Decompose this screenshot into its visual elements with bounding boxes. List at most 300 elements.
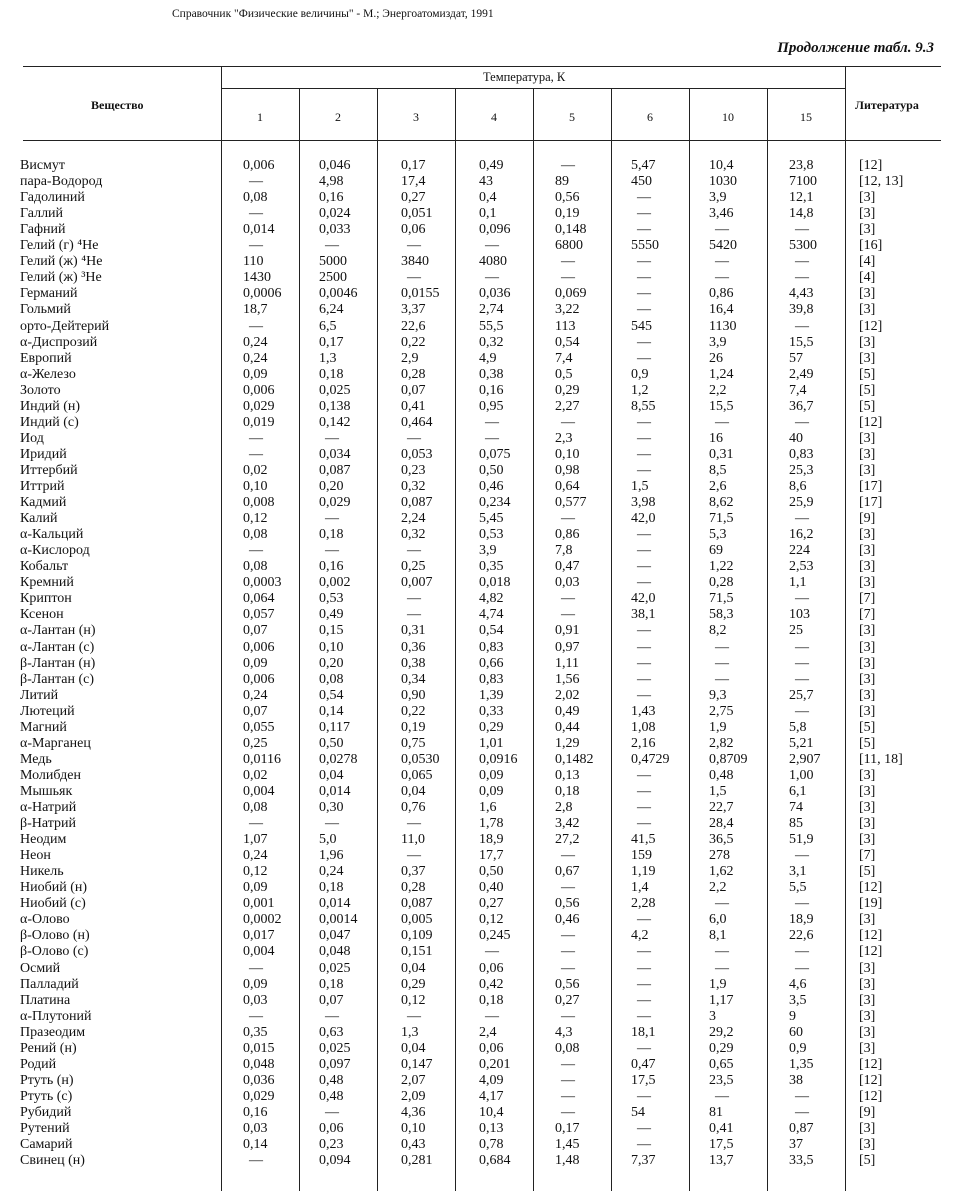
literature-ref: [3] — [859, 800, 876, 815]
value-cell: 36,5 — [709, 832, 734, 848]
value-cell: 18,7 — [243, 302, 268, 318]
value-cell: — — [715, 896, 729, 912]
substance-name: Гадолиний — [20, 190, 85, 206]
value-cell: 0,008 — [243, 495, 275, 511]
value-cell: 1,6 — [479, 800, 497, 815]
value-cell: 0,15 — [319, 623, 344, 639]
value-cell: 0,48 — [709, 767, 734, 783]
value-cell: 51,9 — [789, 832, 814, 848]
value-cell: 1,24 — [709, 366, 734, 382]
value-cell: 69 — [709, 543, 723, 559]
value-cell: 103 — [789, 607, 810, 623]
value-cell: 1,3 — [319, 350, 337, 366]
value-cell: — — [561, 1056, 575, 1072]
value-cell: 0,75 — [401, 735, 426, 751]
value-cell: 55,5 — [479, 318, 504, 334]
substance-name: Галлий — [20, 206, 64, 222]
substance-name: α-Плутоний — [20, 1008, 92, 1024]
literature-ref: [17] — [859, 479, 883, 494]
value-cell: 1,1 — [789, 575, 807, 591]
value-cell: 0,0006 — [243, 286, 282, 302]
value-cell: 0,1 — [479, 206, 497, 222]
value-cell: 0,094 — [319, 1153, 351, 1169]
value-cell: 3 — [709, 1008, 716, 1024]
value-cell: 0,29 — [555, 382, 580, 398]
value-cell: 0,35 — [243, 1024, 268, 1040]
value-cell: — — [637, 671, 651, 687]
value-cell: — — [637, 575, 651, 591]
value-cell: 0,147 — [401, 1056, 433, 1072]
value-cell: 0,65 — [709, 1056, 734, 1072]
substance-name: Медь — [20, 751, 52, 767]
value-cell: 2,53 — [789, 559, 814, 575]
literature-header: Литература — [855, 98, 919, 112]
value-cell: — — [795, 1104, 809, 1120]
value-cell: 42,0 — [631, 591, 656, 607]
value-cell: 6800 — [555, 238, 583, 254]
value-cell: — — [249, 174, 263, 190]
literature-ref: [5] — [859, 382, 876, 398]
value-cell: — — [249, 816, 263, 832]
literature-ref: [7] — [859, 607, 876, 623]
value-cell: 278 — [709, 848, 730, 864]
value-cell: 4,98 — [319, 174, 344, 190]
value-cell: 36,7 — [789, 398, 814, 414]
value-cell: — — [715, 655, 729, 671]
value-cell: — — [795, 222, 809, 238]
literature-ref: [3] — [859, 527, 876, 543]
value-cell: 0,007 — [401, 575, 433, 591]
value-cell: 0,22 — [401, 703, 426, 719]
value-cell: 0,30 — [319, 800, 344, 815]
value-cell: 0,09 — [479, 767, 504, 783]
value-cell: 0,24 — [319, 864, 344, 880]
value-cell: 0,0155 — [401, 286, 440, 302]
value-cell: — — [637, 960, 651, 976]
value-cell: — — [715, 1088, 729, 1104]
value-cell: — — [485, 270, 499, 286]
literature-ref: [3] — [859, 832, 876, 848]
value-cell: 1430 — [243, 270, 271, 286]
value-cell: 38,1 — [631, 607, 656, 623]
value-cell: 0,32 — [479, 334, 504, 350]
value-cell: — — [637, 190, 651, 206]
value-cell: 13,7 — [709, 1153, 734, 1169]
value-cell: 0,051 — [401, 206, 433, 222]
temperature-column-header: 2 — [335, 110, 341, 124]
value-cell: 1,01 — [479, 735, 504, 751]
value-cell: — — [561, 960, 575, 976]
value-cell: — — [637, 286, 651, 302]
value-cell: 110 — [243, 254, 264, 270]
literature-ref: [3] — [859, 1024, 876, 1040]
value-cell: 15,5 — [709, 398, 734, 414]
temperature-column-header: 4 — [491, 110, 497, 124]
value-cell: — — [485, 414, 499, 430]
substance-name: Ниобий (с) — [20, 896, 86, 912]
value-cell: 0,32 — [401, 527, 426, 543]
value-cell: 0,47 — [555, 559, 580, 575]
value-cell: 22,6 — [401, 318, 426, 334]
value-cell: 22,7 — [709, 800, 734, 815]
header-bottom-rule — [23, 140, 941, 141]
value-cell: 17,4 — [401, 174, 426, 190]
value-cell: 2,27 — [555, 398, 580, 414]
value-cell: 6,1 — [789, 783, 807, 799]
substance-name: Магний — [20, 719, 67, 735]
value-cell: 450 — [631, 174, 652, 190]
value-cell: — — [795, 511, 809, 527]
value-cell: 0,29 — [479, 719, 504, 735]
value-cell: 0,0003 — [243, 575, 282, 591]
literature-ref: [12] — [859, 414, 883, 430]
substance-name: Мышьяк — [20, 783, 73, 799]
value-cell: 0,09 — [479, 783, 504, 799]
literature-ref: [3] — [859, 559, 876, 575]
value-cell: 0,08 — [555, 1040, 580, 1056]
value-cell: 0,08 — [243, 190, 268, 206]
value-cell: 0,86 — [709, 286, 734, 302]
value-cell: 4,43 — [789, 286, 814, 302]
value-cell: 3,42 — [555, 816, 580, 832]
value-cell: 0,63 — [319, 1024, 344, 1040]
substance-name: Неодим — [20, 832, 67, 848]
value-cell: 2,4 — [479, 1024, 497, 1040]
value-cell: 0,142 — [319, 414, 351, 430]
value-cell: 2,907 — [789, 751, 821, 767]
value-cell: — — [249, 960, 263, 976]
substance-name: Кобальт — [20, 559, 69, 575]
value-cell: — — [637, 1137, 651, 1153]
value-cell: 17,5 — [709, 1137, 734, 1153]
substance-name: Самарий — [20, 1137, 73, 1153]
value-cell: 16 — [709, 430, 723, 446]
value-cell: 5,47 — [631, 158, 656, 173]
value-cell: — — [637, 254, 651, 270]
value-cell: — — [561, 511, 575, 527]
value-cell: 1,29 — [555, 735, 580, 751]
value-cell: 7,37 — [631, 1153, 656, 1169]
value-cell: — — [561, 1104, 575, 1120]
value-cell: 0,50 — [319, 735, 344, 751]
data-table — [20, 66, 941, 1191]
value-cell: 0,029 — [243, 398, 275, 414]
value-cell: 0,16 — [243, 1104, 268, 1120]
value-cell: 1,48 — [555, 1153, 580, 1169]
literature-ref: [3] — [859, 1040, 876, 1056]
value-cell: 0,17 — [401, 158, 426, 173]
value-cell: 0,17 — [555, 1121, 580, 1136]
value-cell: 2,3 — [555, 430, 573, 446]
value-cell: — — [637, 414, 651, 430]
value-cell: — — [715, 222, 729, 238]
substance-name: β-Лантан (с) — [20, 671, 95, 687]
value-cell: 4,09 — [479, 1072, 504, 1088]
value-cell: 0,07 — [319, 992, 344, 1008]
value-cell: 2,75 — [709, 703, 734, 719]
value-cell: 0,03 — [243, 992, 268, 1008]
substance-name: Золото — [20, 382, 61, 398]
value-cell: 38 — [789, 1072, 803, 1088]
value-cell: 0,54 — [319, 687, 344, 703]
value-cell: 0,006 — [243, 671, 275, 687]
value-cell: 11,0 — [401, 832, 425, 848]
value-cell: 0,31 — [709, 446, 734, 462]
value-cell: 6,0 — [709, 912, 727, 928]
value-cell: 1,56 — [555, 671, 580, 687]
value-cell: 0,56 — [555, 190, 580, 206]
value-cell: — — [249, 206, 263, 222]
value-cell: 0,138 — [319, 398, 351, 414]
value-cell: 7,4 — [789, 382, 807, 398]
value-cell: 41,5 — [631, 832, 656, 848]
column-rule — [845, 66, 846, 1191]
value-cell: 0,109 — [401, 928, 433, 944]
value-cell: — — [795, 655, 809, 671]
value-cell: 0,014 — [243, 222, 275, 238]
value-cell: 42,0 — [631, 511, 656, 527]
value-cell: 0,38 — [479, 366, 504, 382]
substance-name: Гелий (ж) ³He — [20, 270, 102, 286]
value-cell: 0,148 — [555, 222, 587, 238]
value-cell: 0,12 — [479, 912, 504, 928]
value-cell: 85 — [789, 816, 803, 832]
value-cell: — — [715, 254, 729, 270]
value-cell: 0,087 — [401, 896, 433, 912]
value-cell: 0,43 — [401, 1137, 426, 1153]
value-cell: 0,29 — [709, 1040, 734, 1056]
value-cell: 0,10 — [243, 479, 268, 494]
substance-name: Палладий — [20, 976, 79, 992]
value-cell: 0,12 — [243, 511, 268, 527]
substance-name: Иттербий — [20, 462, 78, 478]
temperature-column-header: 1 — [257, 110, 263, 124]
value-cell: 0,06 — [401, 222, 426, 238]
substance-name: орто-Дейтерий — [20, 318, 110, 334]
value-cell: 28,4 — [709, 816, 734, 832]
value-cell: 29,2 — [709, 1024, 734, 1040]
literature-ref: [3] — [859, 462, 876, 478]
value-cell: 33,5 — [789, 1153, 814, 1169]
value-cell: 0,10 — [555, 446, 580, 462]
value-cell: 0,32 — [401, 479, 426, 494]
value-cell: — — [561, 254, 575, 270]
literature-ref: [3] — [859, 190, 876, 206]
value-cell: 0,5 — [555, 366, 573, 382]
substance-name: Гелий (ж) ⁴He — [20, 254, 103, 270]
column-rule — [455, 88, 456, 1191]
substance-name: Лютеций — [20, 703, 75, 719]
value-cell: 2,8 — [555, 800, 573, 815]
value-cell: 0,98 — [555, 462, 580, 478]
value-cell: 6,24 — [319, 302, 344, 318]
value-cell: — — [561, 1008, 575, 1024]
value-cell: — — [637, 1121, 651, 1136]
value-cell: 0,41 — [709, 1121, 734, 1136]
substance-name: α-Железо — [20, 366, 76, 382]
literature-ref: [5] — [859, 366, 876, 382]
value-cell: 54 — [631, 1104, 645, 1120]
value-cell: — — [561, 158, 575, 173]
value-cell: — — [249, 446, 263, 462]
value-cell: — — [407, 1008, 421, 1024]
value-cell: — — [325, 1104, 339, 1120]
literature-ref: [3] — [859, 703, 876, 719]
value-cell: 0,46 — [479, 479, 504, 494]
value-cell: — — [637, 543, 651, 559]
value-cell: — — [715, 960, 729, 976]
literature-ref: [4] — [859, 254, 876, 270]
value-cell: 25 — [789, 623, 803, 639]
value-cell: — — [637, 992, 651, 1008]
value-cell: — — [637, 527, 651, 543]
value-cell: 25,9 — [789, 495, 814, 511]
value-cell: — — [637, 559, 651, 575]
value-cell: 57 — [789, 350, 803, 366]
substance-name: Рутений — [20, 1121, 70, 1136]
value-cell: 0,95 — [479, 398, 504, 414]
value-cell: 10,4 — [709, 158, 734, 173]
value-cell: 0,24 — [243, 334, 268, 350]
value-cell: 0,087 — [319, 462, 351, 478]
substance-name: α-Кислород — [20, 543, 90, 559]
value-cell: — — [637, 655, 651, 671]
substance-name: β-Натрий — [20, 816, 77, 832]
substance-name: Гольмий — [20, 302, 71, 318]
value-cell: 5420 — [709, 238, 737, 254]
value-cell: 0,56 — [555, 896, 580, 912]
value-cell: 0,28 — [401, 880, 426, 896]
value-cell: 1,9 — [709, 719, 727, 735]
value-cell: 15,5 — [789, 334, 814, 350]
value-cell: — — [795, 591, 809, 607]
value-cell: 0,002 — [319, 575, 351, 591]
value-cell: 18,9 — [789, 912, 814, 928]
value-cell: 0,09 — [243, 366, 268, 382]
substance-name: Гелий (г) ⁴He — [20, 238, 99, 254]
substance-name: Неон — [20, 848, 51, 864]
value-cell: 4,36 — [401, 1104, 426, 1120]
literature-ref: [12] — [859, 1056, 883, 1072]
substance-name: Осмий — [20, 960, 61, 976]
value-cell: — — [795, 671, 809, 687]
value-cell: 0,83 — [789, 446, 814, 462]
value-cell: — — [325, 511, 339, 527]
value-cell: 1,17 — [709, 992, 734, 1008]
value-cell: 0,036 — [479, 286, 511, 302]
value-cell: — — [637, 976, 651, 992]
value-cell: 4,3 — [555, 1024, 573, 1040]
substance-name: Иттрий — [20, 479, 65, 494]
value-cell: 1,22 — [709, 559, 734, 575]
substance-name: Ртуть (с) — [20, 1088, 73, 1104]
value-cell: 0,006 — [243, 382, 275, 398]
substance-name: Никель — [20, 864, 64, 880]
substance-name: Платина — [20, 992, 71, 1008]
value-cell: 0,13 — [479, 1121, 504, 1136]
value-cell: 0,017 — [243, 928, 275, 944]
substance-name: Рубидий — [20, 1104, 72, 1120]
literature-ref: [9] — [859, 1104, 876, 1120]
substance-header: Вещество — [91, 98, 144, 112]
value-cell: — — [561, 607, 575, 623]
value-cell: — — [795, 254, 809, 270]
substance-name: Гафний — [20, 222, 66, 238]
value-cell: 0,036 — [243, 1072, 275, 1088]
temperature-column-header: 3 — [413, 110, 419, 124]
value-cell: 3,98 — [631, 495, 656, 511]
value-cell: — — [249, 1008, 263, 1024]
literature-ref: [12] — [859, 158, 883, 173]
value-cell: 7,4 — [555, 350, 573, 366]
column-rule — [689, 88, 690, 1191]
value-cell: 0,12 — [401, 992, 426, 1008]
literature-ref: [4] — [859, 270, 876, 286]
value-cell: — — [325, 1008, 339, 1024]
value-cell: 43 — [479, 174, 493, 190]
literature-ref: [3] — [859, 302, 876, 318]
value-cell: 0,49 — [479, 158, 504, 173]
value-cell: 0,048 — [319, 944, 351, 960]
value-cell: 22,6 — [789, 928, 814, 944]
value-cell: 0,27 — [555, 992, 580, 1008]
value-cell: 0,91 — [555, 623, 580, 639]
value-cell: 2,16 — [631, 735, 656, 751]
value-cell: 0,024 — [319, 206, 351, 222]
value-cell: 4,6 — [789, 976, 807, 992]
value-cell: 39,8 — [789, 302, 814, 318]
value-cell: 27,2 — [555, 832, 580, 848]
literature-ref: [3] — [859, 671, 876, 687]
literature-ref: [5] — [859, 864, 876, 880]
literature-ref: [19] — [859, 896, 883, 912]
value-cell: 0,31 — [401, 623, 426, 639]
value-cell: 0,03 — [555, 575, 580, 591]
value-cell: 0,0002 — [243, 912, 282, 928]
value-cell: 0,075 — [479, 446, 511, 462]
value-cell: — — [637, 1088, 651, 1104]
value-cell: 0,66 — [479, 655, 504, 671]
value-cell: 224 — [789, 543, 810, 559]
value-cell: 0,9 — [789, 1040, 807, 1056]
value-cell: — — [795, 944, 809, 960]
value-cell: 74 — [789, 800, 803, 815]
value-cell: — — [561, 880, 575, 896]
value-cell: — — [637, 270, 651, 286]
substance-name: Ртуть (н) — [20, 1072, 74, 1088]
literature-ref: [3] — [859, 816, 876, 832]
value-cell: 0,19 — [555, 206, 580, 222]
value-cell: 545 — [631, 318, 652, 334]
substance-name: α-Марганец — [20, 735, 91, 751]
value-cell: — — [485, 430, 499, 446]
substance-name: Висмут — [20, 158, 66, 173]
value-cell: 0,02 — [243, 767, 268, 783]
value-cell: — — [561, 928, 575, 944]
substance-name: Празеодим — [20, 1024, 86, 1040]
value-cell: 89 — [555, 174, 569, 190]
value-cell: 0,48 — [319, 1072, 344, 1088]
substance-name: β-Олово (н) — [20, 928, 90, 944]
value-cell: — — [407, 543, 421, 559]
value-cell: 0,046 — [319, 158, 351, 173]
value-cell: 0,20 — [319, 655, 344, 671]
value-cell: 0,50 — [479, 462, 504, 478]
value-cell: 9,3 — [709, 687, 727, 703]
value-cell: — — [561, 944, 575, 960]
value-cell: 8,2 — [709, 623, 727, 639]
value-cell: — — [637, 816, 651, 832]
